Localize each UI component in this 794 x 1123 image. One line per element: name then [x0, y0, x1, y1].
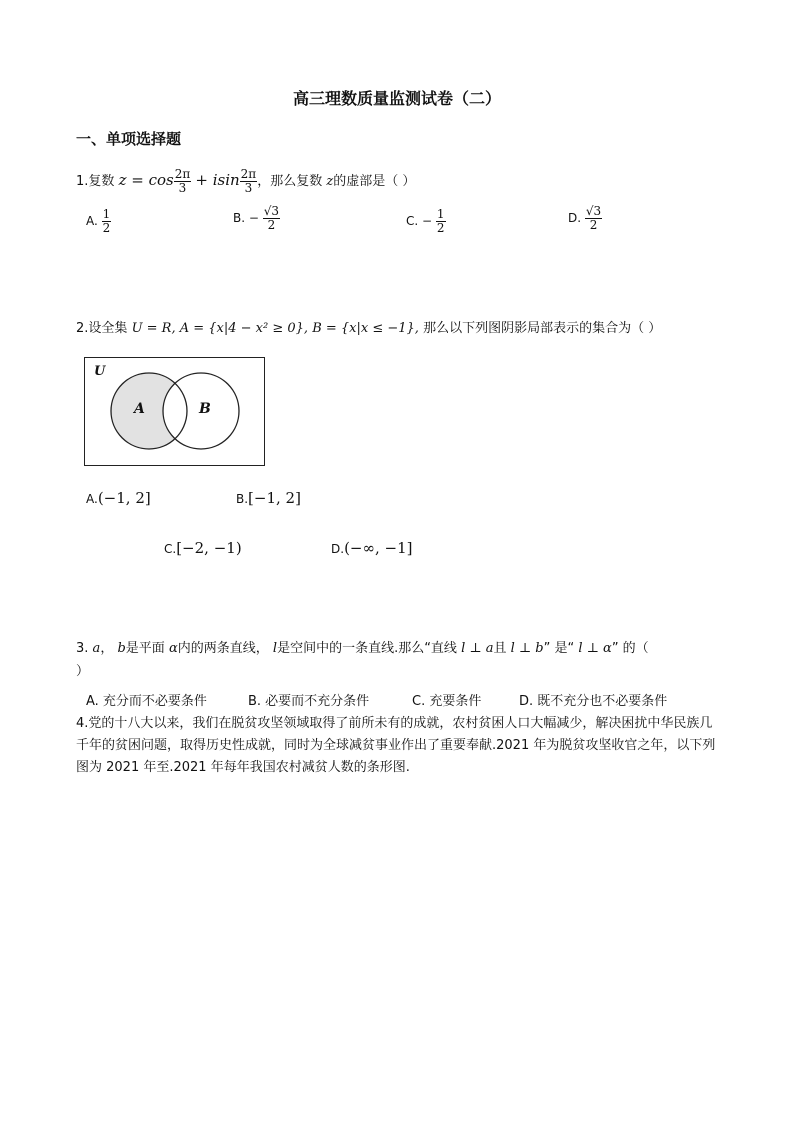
- venn-label-b: B: [199, 401, 211, 417]
- q1-number: 1.: [76, 174, 89, 189]
- q3-a: a: [92, 641, 101, 656]
- q1-expr-1: z = cos: [118, 171, 174, 189]
- q1-expr-2: + isin: [195, 171, 240, 189]
- q1-option-a[interactable]: A. $\frac{1}{2}$: [86, 207, 111, 235]
- q3-cond-3: l ⊥ α: [578, 641, 612, 656]
- venn-svg: [85, 358, 264, 465]
- q2-suffix: 那么以下列图阴影局部表示的集合为（ ）: [423, 321, 662, 336]
- q2-option-a[interactable]: A.(−1, 2]: [86, 489, 151, 507]
- q1-suffix-1: ，那么复数: [257, 174, 323, 189]
- q3-option-c[interactable]: C. 充要条件: [412, 694, 482, 709]
- venn-label-u: U: [94, 364, 106, 379]
- q2-option-c[interactable]: C.[−2, −1): [164, 539, 242, 557]
- q3-cond-2: l ⊥ b: [510, 641, 544, 656]
- venn-diagram: [84, 357, 265, 466]
- q2-number: 2.: [76, 321, 89, 336]
- q2-prefix: 设全集: [88, 321, 128, 336]
- q3-alpha: α: [168, 641, 178, 656]
- q1-var: z: [326, 174, 334, 189]
- page-title: 高三理数质量监测试卷（二）: [292, 89, 501, 108]
- q3-option-b[interactable]: B. 必要而不充分条件: [248, 694, 370, 709]
- question-3: 3. a， b是平面 α内的两条直线， l是空间中的一条直线.那么“直线 l ⊥ a且 l ⊥ b” 是“ l ⊥ α” 的（: [76, 641, 649, 656]
- q1-fraction-2: $\frac{2\pi}{3}$: [240, 167, 257, 195]
- q1-option-b[interactable]: B. − $\frac{√3}{2}$: [233, 204, 280, 232]
- q3-option-d[interactable]: D. 既不充分也不必要条件: [519, 694, 668, 709]
- q3-l: l: [272, 641, 278, 656]
- q2-option-b[interactable]: B.[−1, 2]: [236, 489, 301, 507]
- q1-fraction-1: $\frac{2\pi}{3}$: [174, 167, 191, 195]
- q2-option-d[interactable]: D.(−∞, −1]: [331, 539, 413, 557]
- venn-label-a: A: [134, 401, 145, 417]
- q2-sets: U = R, A = {x|4 − x² ≥ 0}, B = {x|x ≤ −1},: [131, 321, 419, 336]
- q3-cond-1: l ⊥ a: [461, 641, 494, 656]
- q3-b: b: [117, 641, 126, 656]
- section-heading: 一、单项选择题: [76, 130, 182, 148]
- q1-prefix: 复数: [88, 174, 115, 189]
- question-4: 4.党的十八大以来，我们在脱贫攻坚领域取得了前所未有的成就，农村贫困人口大幅减少，解决困扰中华民族几千年的贫困问题，取得历史性成就，同时为全球减贫事业作出了重要奉献.2021 年为脱贫攻坚收官之年，以下列图为 2021 年至.2021 年每年我国农村减贫人数的条形图.: [76, 716, 716, 775]
- q3-option-a[interactable]: A. 充分而不必要条件: [86, 694, 207, 709]
- q1-option-d[interactable]: D. $\frac{√3}{2}$: [568, 204, 602, 232]
- q1-option-c[interactable]: C. − $\frac{1}{2}$: [406, 207, 445, 235]
- q3-close-paren: ）: [76, 664, 90, 679]
- q3-number: 3.: [76, 641, 89, 656]
- q1-suffix-2: 的虚部是（ ）: [333, 174, 416, 189]
- question-1: [76, 168, 415, 195]
- question-2: [76, 319, 661, 339]
